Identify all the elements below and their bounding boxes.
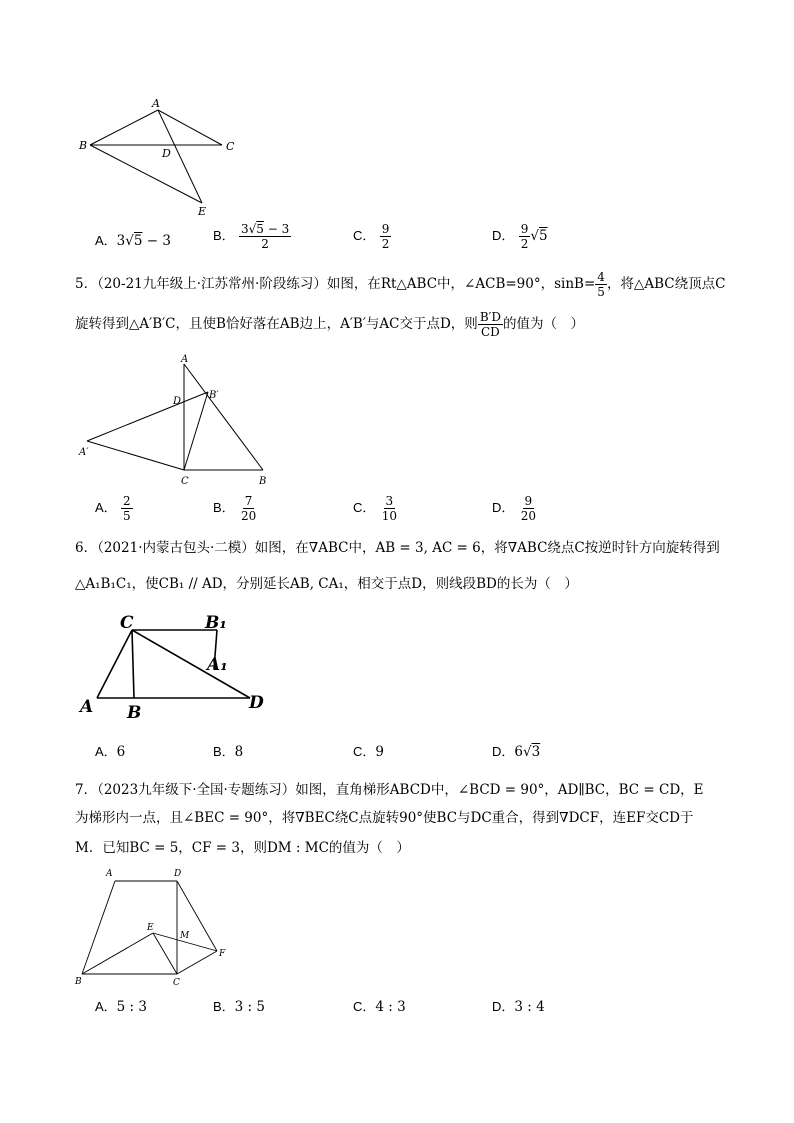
label-C: C [226,140,235,153]
q6-option-b[interactable]: B．8 [213,744,244,760]
q4-option-d[interactable]: D． $\frac{9}{2}$ √5 [492,222,548,251]
q7-stem-line1: 7．（2023九年级下·全国·专题练习）如图，直角梯形ABCD中，∠BCD = 90°，AD∥BC，BC = CD，E [75,782,704,798]
q6-option-c[interactable]: C．9 [353,744,384,760]
label-C: C [120,613,134,633]
label-B: B [127,703,142,720]
label-C: C [173,978,180,988]
label-A: A [181,354,189,365]
q6-stem-line1: 6．（2021·内蒙古包头·二模）如图，在∇ABC中，AB = 3, AC = 6，将∇ABC绕点C按逆时针方向旋转得到 [75,540,720,556]
label-B: B [75,977,82,987]
figure-q7 [72,866,237,990]
label-B1: B₁ [205,613,227,633]
label-D: D [249,693,264,713]
label-B-prime: B′ [209,390,219,401]
figure-q6 [75,608,275,720]
label-C: C [181,476,189,487]
q5-option-a[interactable]: A． $\frac{2}{5}$ [95,494,131,523]
q7-stem-line3: M．已知BC = 5，CF = 3，则DM : MC的值为（ ） [75,840,410,856]
label-E: E [147,923,154,933]
label-D: D [174,869,182,879]
q7-option-b[interactable]: B．3 : 5 [213,999,265,1015]
q6-option-a[interactable]: A．6 [95,744,126,760]
label-B: B [79,139,88,152]
q6-stem-line2: △A₁B₁C₁，使CB₁ // AD，分别延长AB, CA₁，相交于点D，则线段BD的长为（ ） [75,576,578,592]
q7-option-a[interactable]: A．5 : 3 [95,999,147,1015]
label-M: M [180,931,190,941]
q5-option-b[interactable]: B． $\frac{7}{20}$ [213,494,257,523]
figure-q5 [75,352,275,492]
label-F: F [219,949,226,959]
label-E: E [198,205,207,218]
q4-option-c[interactable]: C． $\frac{9}{2}$ [353,222,390,251]
q4-option-b[interactable]: B． $\frac{3√5 - 3}{2}$ [213,222,290,251]
q7-option-c[interactable]: C．4 : 3 [353,999,406,1015]
label-A: A [152,97,160,110]
label-D: D [162,147,171,160]
q5-stem-line2: 旋转得到△A′B′C，且使B恰好落在AB边上，A′B′与AC交于点D，则 $\frac{B'D}{CD}$ 的值为（ ） [75,310,584,339]
label-D: D [173,396,182,407]
q5-option-d[interactable]: D． $\frac{9}{20}$ [492,494,536,523]
q6-option-d[interactable]: D．6√3 [492,744,541,760]
q5-option-c[interactable]: C． $\frac{3}{10}$ [353,494,397,523]
q7-stem-line2: 为梯形内一点，且∠BEC = 90°，将∇BEC绕C点旋转90°使BC与DC重合，得到∇DCF，连EF交CD于 [75,810,694,826]
label-A1: A₁ [207,655,228,675]
q5-stem-line1: 5．（20-21九年级上·江苏常州·阶段练习）如图，在Rt△ABC中，∠ACB=90°，sinB= $\frac{4}{5}$ ，将△ABC绕顶点C [75,270,726,299]
figure-q4 [70,95,250,220]
q4-option-a[interactable]: A．3√5 − 3 [95,233,171,249]
q7-option-d[interactable]: D．3 : 4 [492,999,545,1015]
label-A: A [80,697,94,717]
label-A-prime: A′ [79,447,89,458]
label-B: B [259,476,267,487]
label-A: A [106,869,113,879]
